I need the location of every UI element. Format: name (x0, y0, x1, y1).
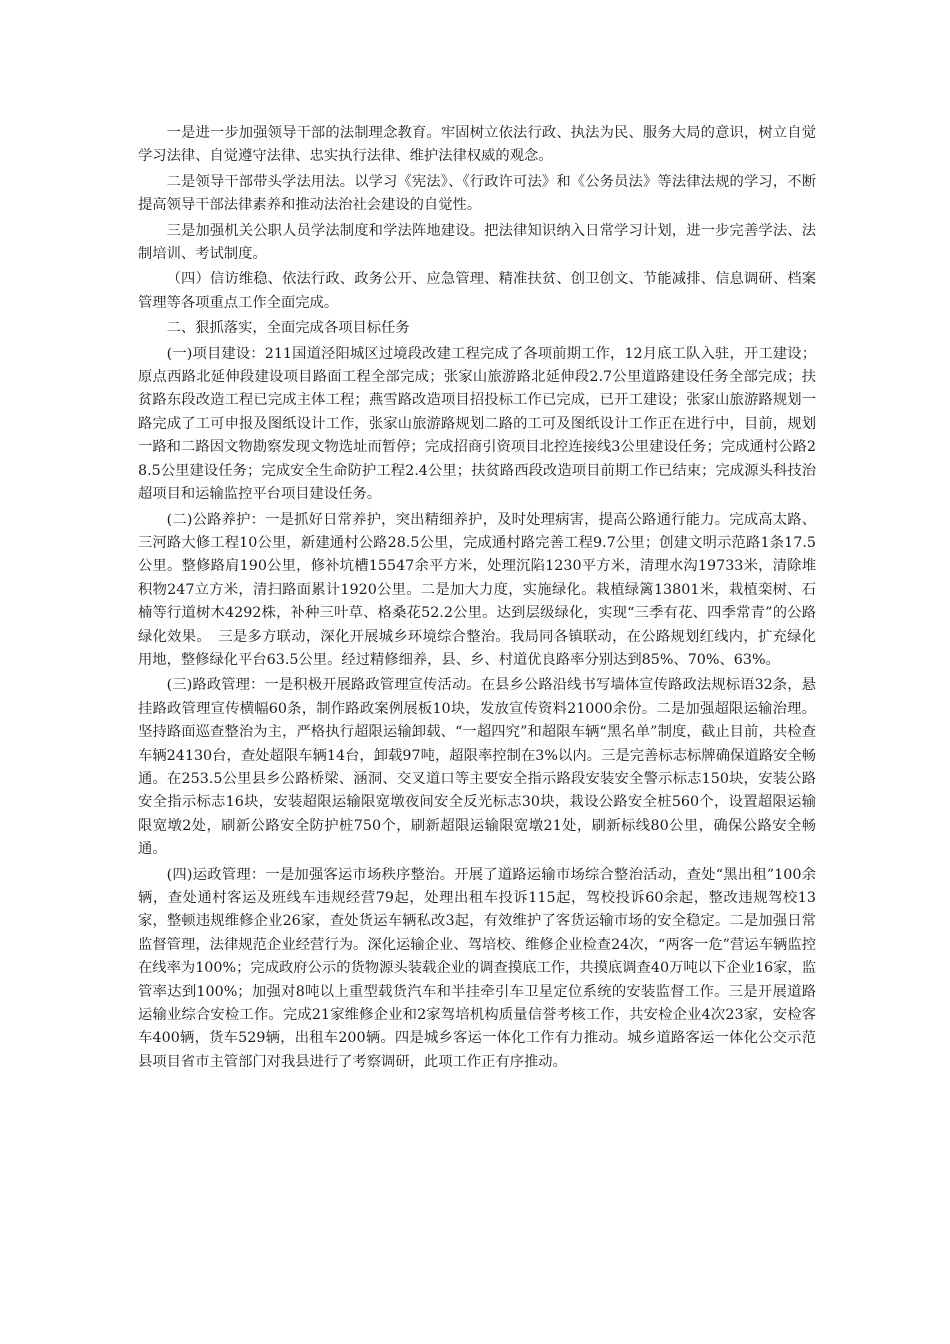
paragraph-staff-study-system: 三是加强机关公职人员学法制度和学法阵地建设。把法律知识纳入日常学习计划，进一步完善学法、法制培训、考试制度。 (138, 222, 816, 263)
section-heading-implementation: 二、狠抓落实，全面完成各项目标任务 (166, 320, 410, 337)
paragraph-legal-education: 一是进一步加强领导干部的法制理念教育。牢固树立依法行政、执法为民、服务大局的意识，树立自觉学习法律、自觉遵守法律、忠实执行法律、维护法律权威的观念。 (138, 125, 816, 165)
document-body (138, 122, 816, 1074)
paragraph-project-construction: (一)项目建设：211国道泾阳城区过境段改建工程完成了各项前期工作，12月底工队入驻，开工建设；原点西路北延伸段建设项目路面工程全部完成；张家山旅游路北延伸段2.7公里道路建设任务全部完成；扶贫路东段改造工程已完成主体工程；燕雪路改造项目招投标工作已完成，已开工建设；张家山旅游路规划一路完成了工可申报及图纸设计工作，张家山旅游路规划二路的工可及图纸设计工作正在进行中，目前，规划一路和二路因文物勘察发现文物选址而暂停；完成招商引资项目北控连接线3公里建设任务；完成通村公路28.5公里建设任务；完成安全生命防护工程2.4公里；扶贫路西段改造项目前期工作已结束；完成源头科技治超项目和运输监控平台项目建设任务。 (138, 345, 816, 503)
paragraph-cadres-study-law: 二是领导干部带头学法用法。以学习《宪法》、《行政许可法》和《公务员法》等法律法规的学习，不断提高领导干部法律素养和推动法治社会建设的自觉性。 (138, 173, 816, 214)
paragraph-road-administration: (三)路政管理：一是积极开展路政管理宣传活动。在县乡公路沿线书写墙体宣传路政法规标语32条，悬挂路政管理宣传横幅60条，制作路政案例展板10块，发放宣传资料21000余份。二是加强超限运输治理。坚持路面巡查整治为主，严格执行超限运输卸载、“一超四究”和超限车辆“黑名单”制度，截止目前，共检查车辆24130台，查处超限车辆14台，卸载97吨，超限率控制在3%以内。三是完善标志标牌确保道路安全畅通。在253.5公里县乡公路桥梁、涵洞、交叉道口等主要安全指示路段安装安全警示标志150块，安装公路安全指示标志16块，安装超限运输限宽墩夜间安全反光标志30块，栽设公路安全桩560个，设置超限运输限宽墩2处，刷新公路安全防护桩750个，刷新超限运输限宽墩21处，刷新标线80公里，确保公路安全畅通。 (138, 677, 816, 858)
paragraph-transport-administration: (四)运政管理：一是加强客运市场秩序整治。开展了道路运输市场综合整治活动，查处“黑出租”100余辆，查处通村客运及班线车违规经营79起，处理出租车投诉115起，驾校投诉60余起，整改违规驾校13家，整顿违规维修企业26家，查处货运车辆私改3起，有效维护了客货运输市场的安全稳定。二是加强日常监督管理，法律规范企业经营行为。深化运输企业、驾培校、维修企业检查24次，“两客一危”营运车辆监控在线率为100%；完成政府公示的货物源头装载企业的调查摸底工作，共摸底调查40万吨以下企业16家，监管率达到100%；加强对8吨以上重型载货汽车和半挂牵引车卫星定位系统的安装监督工作。三是开展道路运输业综合安检工作。完成21家维修企业和2家驾培机构质量信誉考核工作，共安检企业4次23家，安检客车400辆，货车529辆，出租车200辆。四是城乡客运一体化工作有力推动。城乡道路客运一体化公交示范县项目省市主管部门对我县进行了考察调研，此项工作正有序推动。 (138, 866, 816, 1070)
paragraph-key-tasks: （四）信访维稳、依法行政、政务公开、应急管理、精准扶贫、创卫创文、节能减排、信息调研、档案管理等各项重点工作全面完成。 (138, 271, 816, 311)
paragraph-road-maintenance: (二)公路养护：一是抓好日常养护，突出精细养护，及时处理病害，提高公路通行能力。完成高太路、三河路大修工程10公里，新建通村公路28.5公里，完成通村路完善工程9.7公里；创建文明示范路1条17.5公里。整修路肩190公里，修补坑槽15547余平方米，处理沉陷1230平方米，清理水沟19733米，清除堆积物247立方米，清扫路面累计1920公里。二是加大力度，实施绿化。栽植绿篱13801米，栽植栾树、石楠等行道树木4292株，补种三叶草、格桑花52.2公里。达到层级绿化，实现“三季有花、四季常青”的公路绿化效果。 三是多方联动，深化开展城乡环境综合整治。我局同各镇联动，在公路规划红线内，扩充绿化用地，整修绿化平台63.5公里。经过精修细养，县、乡、村道优良路率分别达到85%、70%、63%。 (138, 511, 816, 668)
